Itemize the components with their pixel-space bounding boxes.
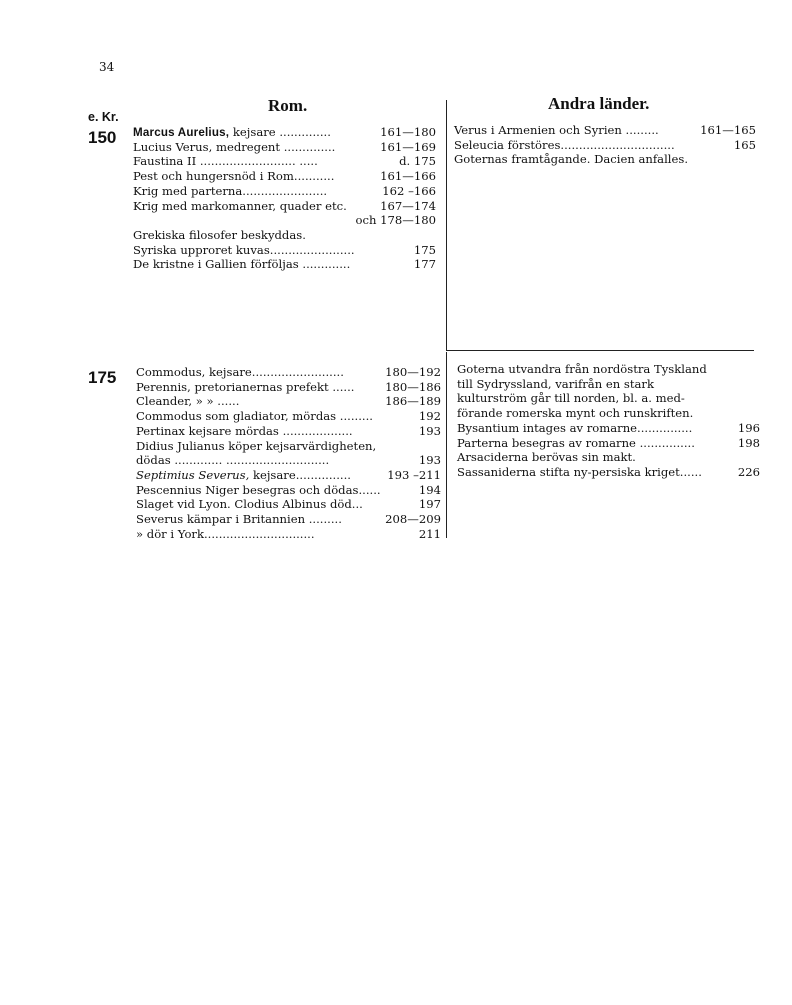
column-divider-top xyxy=(446,100,447,350)
entry-description: Faustina II .......................... ..... xyxy=(133,154,318,169)
entry-date: 211 xyxy=(418,526,441,541)
entry-text xyxy=(133,257,350,271)
entry-text xyxy=(136,527,315,541)
entry-text xyxy=(136,512,342,526)
entry-description: Krig med markomanner, quader etc. xyxy=(133,198,347,213)
entry-description: dödas ............. ............................ xyxy=(136,453,330,468)
column-divider-bottom xyxy=(446,352,447,538)
entry-date: 180—192 xyxy=(385,365,441,379)
entry-text xyxy=(136,394,239,408)
heading-other-countries: Andra länder. xyxy=(548,94,650,113)
entry-date: 208—209 xyxy=(385,512,441,526)
entry-bold-name: Marcus Aurelius, xyxy=(133,126,230,139)
entry-text xyxy=(457,377,654,391)
entry-date: 193 xyxy=(418,423,441,438)
entry-text xyxy=(133,169,334,183)
entry-date: 196 xyxy=(737,420,760,435)
entry-description: Commodus som gladiator, mördas ......... xyxy=(136,409,373,424)
entry-description: Grekiska filosofer beskyddas. xyxy=(133,227,306,242)
entry-date: och 178—180 xyxy=(355,213,436,228)
entry-date: 194 xyxy=(418,482,441,497)
entry-text xyxy=(457,465,702,479)
entry-date: 165 xyxy=(733,137,756,152)
entry-description: kejsare .............. xyxy=(229,125,331,139)
entry-text xyxy=(136,380,354,394)
entry-date: 186—189 xyxy=(385,394,441,409)
entry-description: De kristne i Gallien förföljas ............. xyxy=(133,257,351,272)
entry-text xyxy=(136,409,373,423)
year-175: 175 xyxy=(88,368,117,387)
entry-date: 177 xyxy=(413,257,436,272)
entry-text xyxy=(136,453,329,467)
entry-description: Bysantium intages av romarne............... xyxy=(457,420,693,435)
entry-text xyxy=(136,483,381,497)
entry-text xyxy=(133,243,355,257)
entry-description: Pescennius Niger besegras och dödas...... xyxy=(136,482,381,497)
entry-text xyxy=(457,450,636,464)
entry-description: Pertinax kejsare mördas ................... xyxy=(136,423,353,438)
entry-text xyxy=(133,184,327,198)
entry-text xyxy=(457,436,695,450)
entry-description: Krig med parterna....................... xyxy=(133,183,328,198)
entry-date: 198 xyxy=(737,435,760,450)
entry-italic-name: Septimius Severus, xyxy=(136,467,250,482)
entry-description: Goternas framtågande. Dacien anfalles. xyxy=(454,152,688,167)
section-divider xyxy=(446,350,754,351)
entry-description: till Sydryssland, varifrån en stark xyxy=(457,376,654,391)
page-number: 34 xyxy=(99,60,115,74)
entry-description: Commodus, kejsare......................... xyxy=(136,365,344,379)
year-150: 150 xyxy=(88,128,117,147)
entry-description: » dör i York.............................. xyxy=(136,526,315,541)
entry-date: 161—166 xyxy=(380,169,436,184)
heading-rome: Rom. xyxy=(268,96,308,115)
entry-description: förande romerska mynt och runskriften. xyxy=(457,406,694,421)
entry-description: kejsare............... xyxy=(249,467,351,482)
entry-date: 161—180 xyxy=(380,125,436,139)
entry-text xyxy=(454,138,675,152)
entry-description: Slaget vid Lyon. Clodius Albinus död... xyxy=(136,497,363,512)
entry-text xyxy=(454,123,659,137)
entry-description: Sassaniderna stifta ny-persiska kriget...... xyxy=(457,464,702,479)
entry-description: Seleucia förstöres............................... xyxy=(454,137,675,152)
entry-date: 167—174 xyxy=(380,198,436,213)
entry-date: 193 xyxy=(418,453,441,468)
era-label: e. Kr. xyxy=(88,110,119,124)
entry-text xyxy=(457,421,692,435)
entry-text xyxy=(133,154,318,168)
entry-date: 197 xyxy=(418,497,441,512)
entry-text xyxy=(133,199,347,213)
entry-text xyxy=(133,228,306,242)
entry-description: Pest och hungersnöd i Rom........... xyxy=(133,169,335,184)
entry-description: Perennis, pretorianernas prefekt ...... xyxy=(136,379,355,394)
entry-text xyxy=(133,140,335,154)
entry-text xyxy=(136,439,376,453)
entry-description: Severus kämpar i Britannien ......... xyxy=(136,512,342,526)
entry-text xyxy=(457,362,707,376)
entry-date: d. 175 xyxy=(399,154,436,169)
entry-date: 192 xyxy=(418,409,441,424)
entry-text xyxy=(457,406,693,420)
entry-description: Goterna utvandra från nordöstra Tyskland xyxy=(457,362,707,376)
entry-date: 162 –166 xyxy=(382,183,436,198)
entry-date: 161—169 xyxy=(380,139,436,154)
entry-date: 161—165 xyxy=(700,123,756,137)
entry-description: Didius Julianus köper kejsarvärdigheten, xyxy=(136,438,377,453)
entry-description: Parterna besegras av romarne ............... xyxy=(457,435,695,450)
entry-description: Syriska upproret kuvas....................... xyxy=(133,242,355,257)
entry-description: kulturström går till norden, bl. a. med- xyxy=(457,391,685,406)
entry-text xyxy=(457,391,685,405)
entry-text xyxy=(454,152,688,166)
entry-date: 226 xyxy=(737,464,760,479)
entry-text xyxy=(136,365,344,379)
entry-date: 175 xyxy=(413,242,436,257)
entry-description: Arsaciderna berövas sin makt. xyxy=(457,450,636,465)
entry-text xyxy=(133,125,331,140)
entry-text xyxy=(136,497,363,511)
entry-text xyxy=(136,424,353,438)
entry-description: Lucius Verus, medregent .............. xyxy=(133,139,336,154)
entry-description: Cleander, » » ...... xyxy=(136,394,240,409)
entry-text xyxy=(136,468,351,482)
entry-description: Verus i Armenien och Syrien ......... xyxy=(454,123,659,137)
entry-date: 193 –211 xyxy=(387,467,441,482)
entry-date: 180—186 xyxy=(385,379,441,394)
